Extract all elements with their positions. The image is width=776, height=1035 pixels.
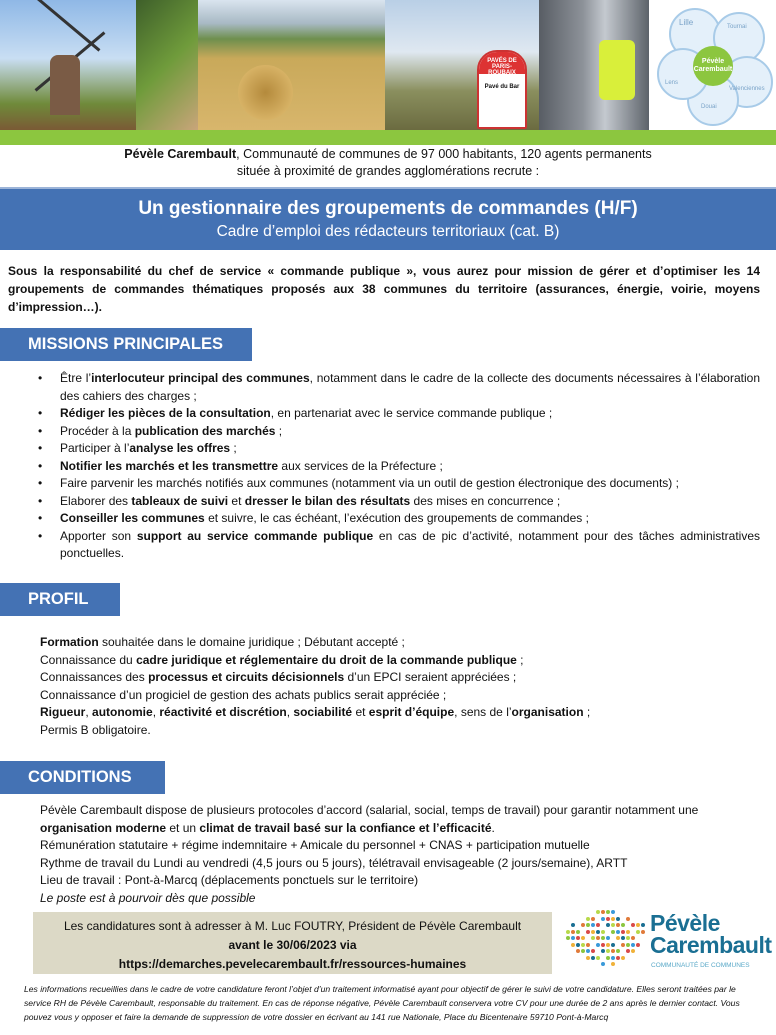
logo-dot [606,943,610,947]
section-header-profil: PROFIL [0,583,120,616]
text-run: autonomie [92,705,153,719]
logo-dot [591,923,595,927]
header-banner [0,0,776,130]
logo-dot [591,949,595,953]
logo-dot [571,936,575,940]
logo-dot [616,949,620,953]
lead-paragraph: Sous la responsabilité du chef de service « commande publique », vous aurez pour mission de gérer et d’optimiser les 14 groupements de commandes thématiques proposés aux 38 communes du territoire (assurances, énergie, voirie, moyens d’impression…). [8,264,760,314]
text-run: Permis B obligatoire. [40,722,151,737]
hay-bale [238,65,293,120]
job-subtitle: Cadre d’emploi des rédacteurs territoriaux (cat. B) [216,223,560,240]
city-label: Valenciennes [729,86,765,92]
logo-dot [586,930,590,934]
text-run: Rigueur [40,705,86,719]
conditions-item [40,872,770,890]
text-run: Rémunération statutaire + régime indemnitaire + Amicale du personnel + CNAS + participation mutuelle [40,838,590,852]
logo-dot [606,936,610,940]
logo-dot [586,949,590,953]
missions-item [38,440,760,458]
logo-dot [636,923,640,927]
text-run: , sens de l’ [454,705,512,719]
logo-dot [606,923,610,927]
logo-dot [596,943,600,947]
text-run: et [228,493,245,508]
logo-dot [621,936,625,940]
conditions-list [40,802,770,907]
logo-dot [571,923,575,927]
text-run: , notamment dans le cadre de la collecte des documents nécessaires à l’élaboration des cahiers des charges ; [60,371,760,403]
logo-dot [581,923,585,927]
logo-dot [596,910,600,914]
text-run: ; [583,705,591,719]
conditions-item [40,855,770,873]
text-run: Connaissance d’un progiciel de gestion des achats publics serait appréciée ; [40,687,447,702]
text-run: Apporter son [60,528,137,543]
text-run: support au service commande publique [136,528,374,543]
map-flower-graphic [657,6,769,124]
text-run: ; [275,423,283,438]
logo-dot [626,936,630,940]
territory-map [649,0,776,130]
logo-dot [571,943,575,947]
candidature-address: Les candidatures sont à adresser à M. Luc FOUTRY, Président de Pévèle Carembault [63,919,522,933]
text-run: , en partenariat avec le service commande publique ; [270,406,553,420]
text-run: réactivité et discrétion [159,705,287,719]
logo-dot [581,949,585,953]
logo-dot [621,923,625,927]
logo-dot [611,949,615,953]
text-run: publication des marchés [134,423,276,438]
green-divider [0,130,776,145]
logo-dot [611,956,615,960]
logo-dot [631,949,635,953]
pevele-carembault-logo [566,906,772,974]
logo-name [650,912,772,956]
logo-dot [616,930,620,934]
text-run: Conseiller les communes [60,511,205,525]
windmill-photo [0,0,136,130]
logo-dot [586,917,590,921]
text-run: . [491,820,495,835]
sign-name: Pavé du Bar [484,84,520,90]
windmill-tower [50,55,80,115]
logo-dot [641,923,645,927]
logo-dot [601,917,605,921]
logo-dot [631,936,635,940]
missions-item [38,423,760,441]
logo-dot [616,923,620,927]
text-run: et [352,705,369,719]
text-run: cadre juridique et réglementaire du droit de la commande publique [136,652,517,667]
logo-dot [636,943,640,947]
map-center: Pévèle Carembault [693,46,733,86]
logo-dot [596,956,600,960]
logo-dot [601,949,605,953]
logo-dot [591,930,595,934]
text-run: Pévèle Carembault dispose de plusieurs protocoles d’accord (salarial, social, temps de travail) pour garantir notamment une [40,803,699,817]
logo-dot [601,962,605,966]
logo-dot [641,930,645,934]
text-run: Notifier les marchés et les transmettre [60,458,279,473]
text-run: Rythme de travail du Lundi au vendredi (4,5 jours ou 5 jours), télétravail envisageable (2 jours/semaine), ARTT [40,855,628,870]
legal-notice: Les informations recueillies dans le cadre de votre candidature feront l’objet d’un traitement informatisé ayant pour objectif de gérer le suivi de votre candidature. Elles seront traitées par le service RH de Pévèle Carembault, responsable du traitement. En cas de réponse négative, Pévèle Carembault conservera votre CV pour une durée de 2 ans après le dernier contact. Vous pouvez vous y opposer et faire la demande de suppression de votre dossier en écrivant au 141 rue Nationale, Place du Bicentenaire 59710 Pont-à-Marcq [24,984,740,1022]
logo-dot [611,917,615,921]
missions-item [38,510,760,528]
logo-dot [606,917,610,921]
logo-dot [621,943,625,947]
profil-list [40,634,760,739]
text-run: Être l’ [60,371,92,385]
candidature-deadline: avant le 30/06/2023 via https://demarches.pevelecarembault.fr/ressources-humaines [118,938,467,971]
text-run: Elaborer des [60,493,132,508]
profil-item [40,634,760,652]
logo-dots-icon [566,910,642,970]
sign-title: PAVÉS DE PARIS-ROUBAIX [479,52,525,74]
logo-dot [596,936,600,940]
logo-dot [566,930,570,934]
logo-dot [586,943,590,947]
logo-dot [611,962,615,966]
logo-dot [626,930,630,934]
logo-dot [601,930,605,934]
text-run: en cas de pic d’activité, notamment pour des tâches administratives ponctuelles. [60,528,760,560]
intro-line2: située à proximité de grandes agglomérations recrute : [236,164,540,178]
logo-dot [611,943,615,947]
text-run: sociabilité [293,705,353,719]
text-run: et un [166,820,200,835]
logo-dot [631,943,635,947]
logo-dot [611,910,615,914]
text-run: Participer à l’ [60,441,130,455]
text-run: Faire parvenir les marchés notifiés aux communes (notamment via un outil de gestion électronique des documents) ; [60,476,679,490]
hay-bale-photo [198,0,385,130]
conditions-item [40,837,770,855]
logo-dot [601,936,605,940]
profil-item [40,704,760,722]
section-header-conditions: CONDITIONS [0,761,165,794]
missions-item [38,405,760,423]
paris-roubaix-sign [477,50,527,129]
text-run: et suivre, le cas échéant, l’exécution des groupements de commandes ; [204,511,589,525]
text-run: ; [516,652,524,667]
logo-dot [606,956,610,960]
cyclists-photo [385,0,539,130]
peas-photo [136,0,198,130]
text-run: aux services de la Préfecture ; [278,458,443,473]
text-run: interlocuteur principal des communes [91,371,310,385]
logo-dot [566,936,570,940]
logo-dot [576,930,580,934]
logo-dot [636,930,640,934]
missions-item [38,475,760,493]
city-label: Lille [679,18,694,27]
logo-dot [586,923,590,927]
logo-dot [576,936,580,940]
text-run: dresser le bilan des résultats [244,493,411,508]
logo-dot [596,930,600,934]
logo-dot [581,943,585,947]
logo-dot [631,923,635,927]
text-run: , [286,705,294,719]
text-run: , [85,705,93,719]
logo-name-line2: Carembault [650,932,772,958]
text-run: Procéder à la [60,423,135,438]
safety-vest [599,40,635,100]
logo-dot [611,923,615,927]
logo-dot [611,930,615,934]
org-name: Pévèle Carembault [124,147,237,161]
text-run: climat de travail basé sur la confiance et l’efficacité [199,820,492,835]
logo-dot [576,949,580,953]
profil-item [40,687,760,705]
profil-item [40,722,760,740]
job-title-band [0,187,776,250]
logo-dot [591,956,595,960]
intro-text [0,146,776,180]
city-label: Lens [665,80,679,86]
logo-dot [571,930,575,934]
logo-dot [601,910,605,914]
text-run: Connaissance du [40,652,137,667]
logo-dot [606,949,610,953]
job-title: Un gestionnaire des groupements de commandes (H/F) [138,198,638,219]
missions-item [38,370,760,405]
text-run: esprit d’équipe [368,705,455,719]
missions-item [38,458,760,476]
profil-item [40,669,760,687]
section-header-missions: MISSIONS PRINCIPALES [0,328,252,361]
text-run: des mises en concurrence ; [410,493,561,508]
logo-dot [606,910,610,914]
logo-dot [616,936,620,940]
text-run: Formation [40,635,99,649]
logo-dot [626,949,630,953]
logo-dot [591,917,595,921]
logo-dot [621,956,625,960]
text-run: Le poste est à pourvoir dès que possible [40,890,256,905]
conditions-item [40,802,770,837]
text-run: d’un EPCI seraient appréciées ; [344,670,517,684]
conditions-item [40,890,770,908]
profil-item [40,652,760,670]
city-label: Tournai [727,24,747,30]
logo-dot [586,956,590,960]
intro-line1: , Communauté de communes de 97 000 habitants, 120 agents permanents [236,147,652,161]
factory-worker-photo [539,0,649,130]
logo-dot [576,943,580,947]
candidature-box [33,912,552,974]
text-run: ; [230,441,237,455]
logo-dot [581,936,585,940]
logo-dot [621,930,625,934]
missions-item [38,528,760,563]
text-run: souhaitée dans le domaine juridique ; Débutant accepté ; [98,635,405,649]
logo-name-line1: Pévèle [650,910,720,936]
text-run: Connaissances des [40,670,149,684]
text-run: organisation [511,705,584,719]
text-run: Rédiger les pièces de la consultation [60,406,271,420]
text-run: organisation moderne [40,820,167,835]
logo-dot [616,956,620,960]
logo-dot [601,943,605,947]
text-run: tableaux de suivi [131,493,229,508]
logo-dot [596,923,600,927]
text-run: processus et circuits décisionnels [148,670,345,684]
logo-dot [616,917,620,921]
text-run: , [152,705,160,719]
text-run: Lieu de travail : Pont-à-Marcq (déplacements ponctuels sur le territoire) [40,873,419,887]
missions-item [38,493,760,511]
missions-list [38,370,760,563]
logo-dot [626,917,630,921]
logo-subtitle: COMMUNAUTÉ DE COMMUNES [651,962,750,969]
city-label: Douai [701,104,717,110]
text-run: analyse les offres [129,441,231,455]
logo-dot [626,943,630,947]
logo-dot [591,936,595,940]
